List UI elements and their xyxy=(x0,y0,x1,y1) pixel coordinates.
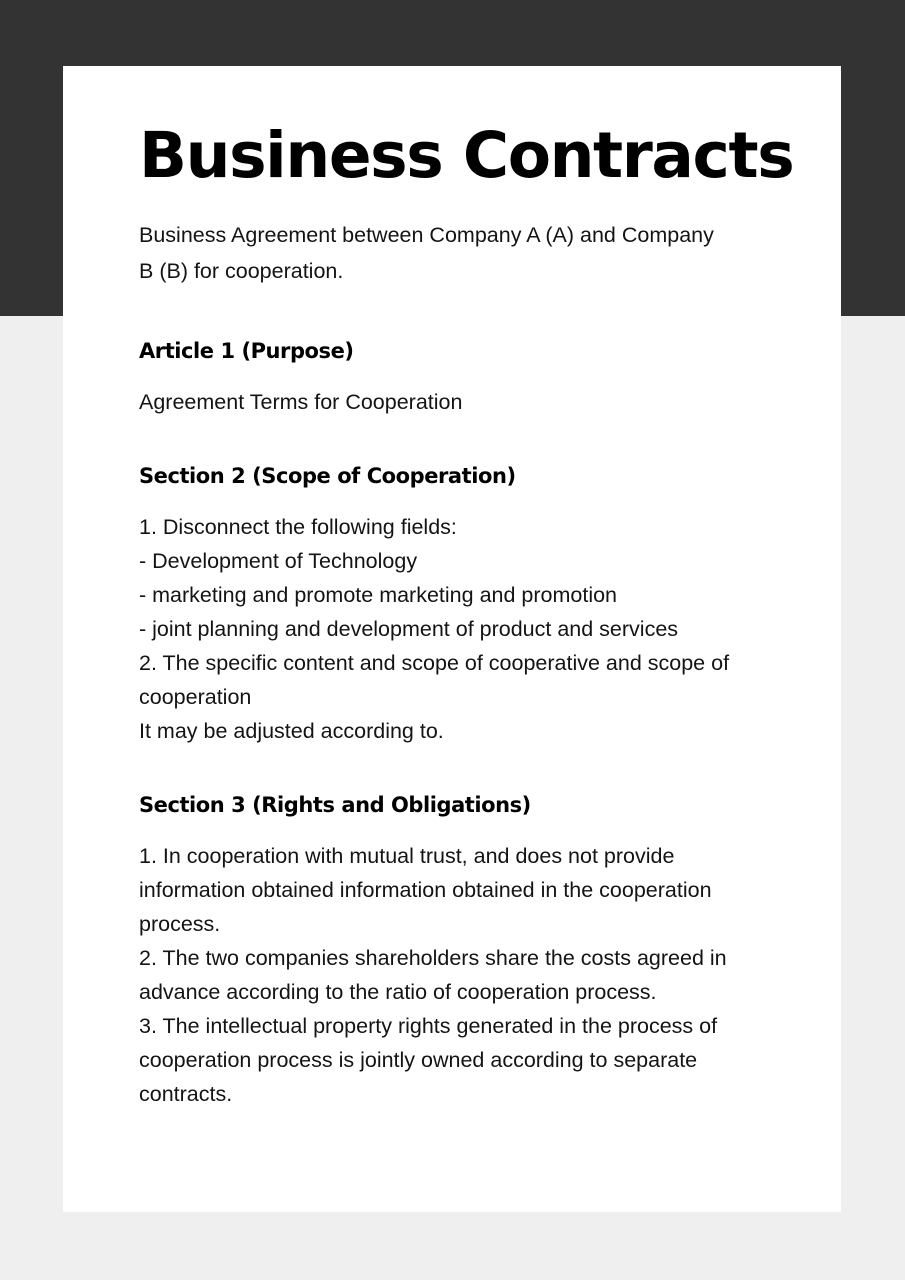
section-line: 1. Disconnect the following fields: xyxy=(139,515,457,540)
section-line: - marketing and promote marketing and promotion xyxy=(139,583,618,608)
page-title: Business Contracts xyxy=(139,119,794,192)
section-line: - joint planning and development of product and services xyxy=(139,617,679,642)
document-card xyxy=(63,66,841,1212)
section-body xyxy=(139,818,765,1111)
section-body xyxy=(139,364,765,419)
section-body xyxy=(139,489,765,748)
section-heading: Section 3 (Rights and Obligations) xyxy=(139,793,531,818)
document-subtitle: Business Agreement between Company A (A) and Company B (B) for cooperation. xyxy=(139,223,714,284)
document-section xyxy=(139,419,765,748)
section-heading: Section 2 (Scope of Cooperation) xyxy=(139,464,516,489)
section-line: 2. The specific content and scope of cooperative and scope of cooperation xyxy=(139,651,730,710)
section-line: 2. The two companies shareholders share the costs agreed in advance according to the ratio of cooperation process. xyxy=(139,946,727,1005)
section-heading: Article 1 (Purpose) xyxy=(139,339,354,364)
section-line: - Development of Technology xyxy=(139,549,418,574)
document-section xyxy=(139,289,765,419)
document-section xyxy=(139,748,765,1111)
section-line: It may be adjusted according to. xyxy=(139,719,444,744)
section-line: 1. In cooperation with mutual trust, and does not provide information obtained information obtained in the cooperation process. xyxy=(139,844,712,937)
section-line: Agreement Terms for Cooperation xyxy=(139,390,463,415)
sections-container xyxy=(139,289,765,1111)
section-line: 3. The intellectual property rights generated in the process of cooperation process is jointly owned according to separate contracts. xyxy=(139,1014,718,1107)
